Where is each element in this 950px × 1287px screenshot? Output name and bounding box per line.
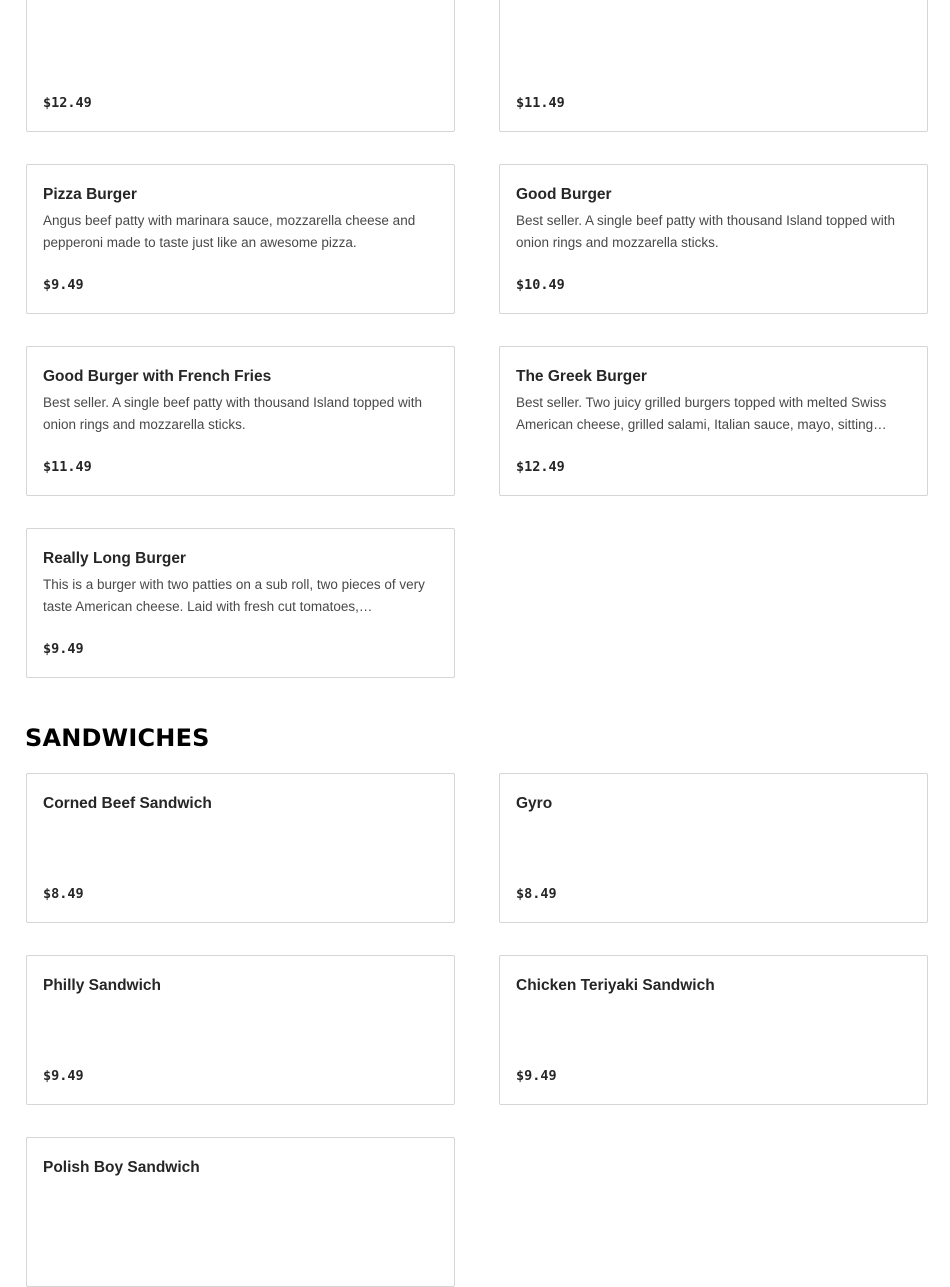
menu-item-description bbox=[516, 28, 911, 72]
menu-item-name bbox=[516, 3, 911, 23]
menu-item-name: Good Burger bbox=[516, 186, 612, 203]
sandwiches-grid bbox=[0, 773, 928, 1287]
menu-item-price: $12.49 bbox=[43, 95, 92, 111]
menu-item-card[interactable] bbox=[26, 955, 455, 1105]
menu-item-card[interactable] bbox=[499, 773, 928, 923]
menu-item-name: Really Long Burger bbox=[43, 550, 186, 567]
menu-item-card[interactable] bbox=[499, 164, 928, 314]
menu-item-price: $10.49 bbox=[516, 277, 565, 293]
menu-item-name: Philly Sandwich bbox=[43, 977, 161, 994]
menu-item-card[interactable] bbox=[26, 528, 455, 678]
menu-item-description bbox=[43, 28, 438, 72]
menu-item-price: $8.49 bbox=[516, 886, 557, 902]
menu-item-price: $8.49 bbox=[43, 886, 84, 902]
menu-item-description bbox=[516, 819, 911, 863]
menu-item-description bbox=[43, 1001, 438, 1045]
menu-item-name: Corned Beef Sandwich bbox=[43, 795, 212, 812]
menu-item-card[interactable] bbox=[26, 1137, 455, 1287]
menu-item-price: $9.49 bbox=[43, 641, 84, 657]
menu-item-name: Good Burger with French Fries bbox=[43, 368, 272, 385]
menu-item-description: Best seller. Two juicy grilled burgers topped with melted Swiss American cheese, grilled salami, Italian sauce, mayo, sitting… bbox=[516, 395, 887, 432]
menu-item-description: This is a burger with two patties on a sub roll, two pieces of very taste American cheese. Laid with fresh cut tomatoes,… bbox=[43, 577, 425, 614]
menu-item-price: $11.49 bbox=[43, 459, 92, 475]
menu-item-card[interactable] bbox=[499, 955, 928, 1105]
menu-item-price: $9.49 bbox=[43, 1068, 84, 1084]
menu-item-description: Angus beef patty with marinara sauce, mozzarella cheese and pepperoni made to taste just like an awesome pizza. bbox=[43, 213, 416, 250]
menu-item-card[interactable] bbox=[26, 346, 455, 496]
menu-item-description: Best seller. A single beef patty with thousand Island topped with onion rings and mozzarella sticks. bbox=[516, 213, 895, 250]
menu-item-description bbox=[516, 1001, 911, 1045]
menu-item-name: The Greek Burger bbox=[516, 368, 647, 385]
menu-item-price: $9.49 bbox=[516, 1068, 557, 1084]
menu-item-card[interactable] bbox=[26, 164, 455, 314]
menu-item-description bbox=[43, 819, 438, 863]
menu-item-price: $11.49 bbox=[516, 95, 565, 111]
menu-item-card[interactable] bbox=[26, 773, 455, 923]
menu-item-description: Best seller. A single beef patty with thousand Island topped with onion rings and mozzarella sticks. bbox=[43, 395, 422, 432]
menu-item-card[interactable] bbox=[499, 0, 928, 132]
menu-item-name: Chicken Teriyaki Sandwich bbox=[516, 977, 715, 994]
menu-item-card[interactable] bbox=[26, 0, 455, 132]
menu-item-price: $9.49 bbox=[43, 277, 84, 293]
menu-item-name bbox=[43, 3, 438, 23]
menu-item-name: Polish Boy Sandwich bbox=[43, 1159, 200, 1176]
menu-item-name: Pizza Burger bbox=[43, 186, 137, 203]
section-heading-sandwiches: SANDWICHES bbox=[25, 724, 210, 752]
menu-item-name: Gyro bbox=[516, 795, 553, 812]
menu-item-description bbox=[43, 1183, 438, 1227]
menu-item-card[interactable] bbox=[499, 346, 928, 496]
menu-item-price: $12.49 bbox=[516, 459, 565, 475]
